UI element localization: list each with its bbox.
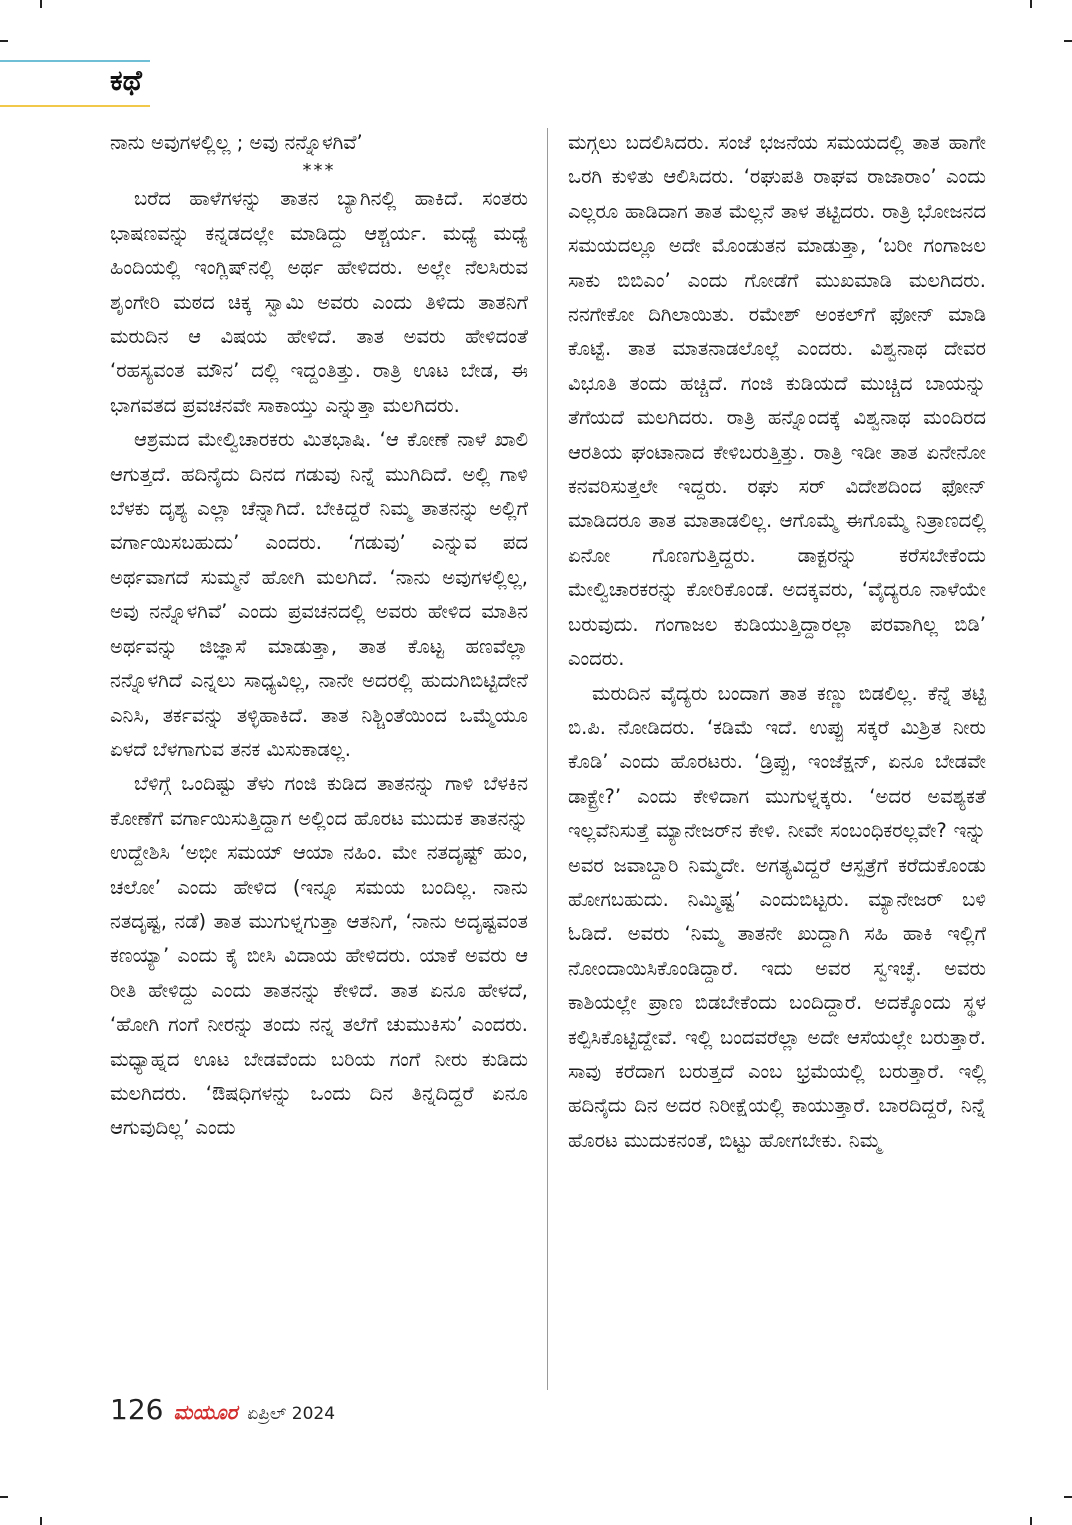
paragraph: ನಾನು ಅವುಗಳಲ್ಲಿಲ್ಲ ; ಅವು ನನ್ನೊಳಗಿವೆ’ — [110, 131, 363, 154]
column-divider — [547, 128, 548, 1390]
crop-mark — [40, 1517, 42, 1525]
header-rule-blue — [0, 60, 150, 62]
crop-mark — [0, 1496, 8, 1498]
paragraph: ಮಗ್ಗಲು ಬದಲಿಸಿದರು. ಸಂಜೆ ಭಜನೆಯ ಸಮಯದಲ್ಲಿ ತಾತ ಹಾಗೇ ಒರಗಿ ಕುಳಿತು ಆಲಿಸಿದರು. ‘ರಘುಪತಿ ರಾಘವ ರಾಜಾರಾಂ’ ಎಂದು ಎಲ್ಲರೂ ಹಾಡಿದಾಗ ತಾತ ಮೆಲ್ಲನೆ ತಾಳ ತಟ್ಟಿದರು. ರಾತ್ರಿ ಭೋಜನದ ಸಮಯದಲ್ಲೂ ಅದೇ ಮೊಂಡುತನ ಮಾಡುತ್ತಾ, ‘ಬರೀ ಗಂಗಾಜಲ ಸಾಕು ಬಿಬಿಎಂ’ ಎಂದು ಗೋಡೆಗೆ ಮುಖಮಾಡಿ ಮಲಗಿದರು. ನನಗೇಕೋ ದಿಗಿಲಾಯಿತು. ರಮೇಶ್ ಅಂಕಲ್‌ಗೆ ಫೋನ್ ಮಾಡಿ ಕೊಟ್ಟೆ. ತಾತ ಮಾತನಾಡಲೊಲ್ಲೆ ಎಂದರು. ವಿಶ್ವನಾಥ ದೇವರ ವಿಭೂತಿ ತಂದು ಹಚ್ಚಿದೆ. ಗಂಜಿ ಕುಡಿಯದೆ ಮುಚ್ಚಿದ ಬಾಯನ್ನು ತೆಗೆಯದೆ ಮಲಗಿದರು. ರಾತ್ರಿ ಹನ್ನೊಂದಕ್ಕೆ ವಿಶ್ವನಾಥ ಮಂದಿರದ ಆರತಿಯ ಘಂಟಾನಾದ ಕೇಳಿಬರುತ್ತಿತ್ತು. ರಾತ್ರಿ ಇಡೀ ತಾತ ಏನೇನೋ ಕನವರಿಸುತ್ತಲೇ ಇದ್ದರು. ರಘು ಸರ್ ವಿದೇಶದಿಂದ ಫೋನ್ ಮಾಡಿದರೂ ತಾತ ಮಾತಾಡಲಿಲ್ಲ. ಆಗೊಮ್ಮೆ ಈಗೊಮ್ಮೆ ನಿತ್ರಾಣದಲ್ಲಿ ಏನೋ ಗೊಣಗುತ್ತಿದ್ದರು. ಡಾಕ್ಟರನ್ನು ಕರೆಸಬೇಕೆಂದು ಮೇಲ್ವಿಚಾರಕರನ್ನು ಕೋರಿಕೊಂಡೆ. ಅದಕ್ಕವರು, ‘ವೈದ್ಯರೂ ನಾಳೆಯೇ ಬರುವುದು. ಗಂಗಾಜಲ ಕುಡಿಯುತ್ತಿದ್ದಾರಲ್ಲಾ ಪರವಾಗಿಲ್ಲ ಬಿಡಿ’ ಎಂದರು. — [568, 131, 986, 671]
crop-mark — [40, 0, 42, 8]
crop-mark — [1030, 0, 1032, 8]
section-break: *** — [302, 160, 336, 182]
page-footer — [110, 1393, 335, 1429]
crop-mark — [1030, 1517, 1032, 1525]
crop-mark — [1064, 40, 1072, 42]
paragraph: ಆಶ್ರಮದ ಮೇಲ್ವಿಚಾರಕರು ಮಿತಭಾಷಿ. ‘ಆ ಕೋಣೆ ನಾಳೆ ಖಾಲಿ ಆಗುತ್ತದೆ. ಹದಿನೈದು ದಿನದ ಗಡುವು ನಿನ್ನೆ ಮುಗಿದಿದೆ. ಅಲ್ಲಿ ಗಾಳಿ ಬೆಳಕು ದೃಶ್ಯ ಎಲ್ಲಾ ಚೆನ್ನಾಗಿದೆ. ಬೇಕಿದ್ದರೆ ನಿಮ್ಮ ತಾತನನ್ನು ಅಲ್ಲಿಗೆ ವರ್ಗಾಯಿಸಬಹುದು’ ಎಂದರು. ‘ಗಡುವು’ ಎನ್ನುವ ಪದ ಅರ್ಥವಾಗದೆ ಸುಮ್ಮನೆ ಹೋಗಿ ಮಲಗಿದೆ. ‘ನಾನು ಅವುಗಳಲ್ಲಿಲ್ಲ, ಅವು ನನ್ನೊಳಗಿವೆ’ ಎಂದು ಪ್ರವಚನದಲ್ಲಿ ಅವರು ಹೇಳಿದ ಮಾತಿನ ಅರ್ಥವನ್ನು ಜಿಜ್ಞಾಸೆ ಮಾಡುತ್ತಾ, ತಾತ ಕೊಟ್ಟ ಹಣವೆಲ್ಲಾ ನನ್ನೊಳಗಿದೆ ಎನ್ನಲು ಸಾಧ್ಯವಿಲ್ಲ, ನಾನೇ ಅದರಲ್ಲಿ ಹುದುಗಿಬಿಟ್ಟಿದೇನೆ ಎನಿಸಿ, ತರ್ಕವನ್ನು ತಳ್ಳಿಹಾಕಿದೆ. ತಾತ ನಿಶ್ಚಿಂತೆಯಿಂದ ಒಮ್ಮೆಯೂ ಏಳದೆ ಬೆಳಗಾಗುವ ತನಕ ಮಿಸುಕಾಡಲ್ಲ. — [110, 428, 528, 761]
right-column — [568, 126, 986, 1388]
paragraph: ಬರೆದ ಹಾಳೆಗಳನ್ನು ತಾತನ ಬ್ಯಾಗಿನಲ್ಲಿ ಹಾಕಿದೆ. ಸಂತರು ಭಾಷಣವನ್ನು ಕನ್ನಡದಲ್ಲೇ ಮಾಡಿದ್ದು ಆಶ್ಚರ್ಯ. ಮಧ್ಯೆ ಮಧ್ಯೆ ಹಿಂದಿಯಲ್ಲಿ ಇಂಗ್ಲಿಷ್‌ನಲ್ಲಿ ಅರ್ಥ ಹೇಳಿದರು. ಅಲ್ಲೇ ನೆಲಸಿರುವ ಶೃಂಗೇರಿ ಮಠದ ಚಿಕ್ಕ ಸ್ವಾಮಿ ಅವರು ಎಂದು ತಿಳಿದು ತಾತನಿಗೆ ಮರುದಿನ ಆ ವಿಷಯ ಹೇಳಿದೆ. ತಾತ ಅವರು ಹೇಳಿದಂತೆ ‘ರಹಸ್ಯವಂತ ಮೌನ’ ದಲ್ಲಿ ಇದ್ದಂತಿತ್ತು. ರಾತ್ರಿ ಊಟ ಬೇಡ, ಈ ಭಾಗವತದ ಪ್ರವಚನವೇ ಸಾಕಾಯ್ತು ಎನ್ನುತ್ತಾ ಮಲಗಿದರು. — [110, 187, 528, 417]
paragraph: ಬೆಳಿಗ್ಗೆ ಒಂದಿಷ್ಟು ತೆಳು ಗಂಜಿ ಕುಡಿದ ತಾತನನ್ನು ಗಾಳಿ ಬೆಳಕಿನ ಕೋಣೆಗೆ ವರ್ಗಾಯಿಸುತ್ತಿದ್ದಾಗ ಅಲ್ಲಿಂದ ಹೊರಟ ಮುದುಕ ತಾತನನ್ನು ಉದ್ದೇಶಿಸಿ ‘ಅಭೀ ಸಮಯ್ ಆಯಾ ನಹಿಂ. ಮೇ ನತದೃಷ್ಟ್ ಹುಂ, ಚಲೋ’ ಎಂದು ಹೇಳಿದ (ಇನ್ನೂ ಸಮಯ ಬಂದಿಲ್ಲ. ನಾನು ನತದೃಷ್ಟ, ನಡೆ) ತಾತ ಮುಗುಳ್ನಗುತ್ತಾ ಆತನಿಗೆ, ‘ನಾನು ಅದೃಷ್ಟವಂತ ಕಣಯ್ಯಾ’ ಎಂದು ಕೈ ಬೀಸಿ ವಿದಾಯ ಹೇಳಿದರು. ಯಾಕೆ ಅವರು ಆ ರೀತಿ ಹೇಳಿದ್ದು ಎಂದು ತಾತನನ್ನು ಕೇಳಿದೆ. ತಾತ ಏನೂ ಹೇಳದೆ, ‘ಹೋಗಿ ಗಂಗೆ ನೀರನ್ನು ತಂದು ನನ್ನ ತಲೆಗೆ ಚುಮುಕಿಸು’ ಎಂದರು. ಮಧ್ಯಾಹ್ನದ ಊಟ ಬೇಡವೆಂದು ಬರಿಯ ಗಂಗೆ ನೀರು ಕುಡಿದು ಮಲಗಿದರು. ‘ಔಷಧಿಗಳನ್ನು ಒಂದು ದಿನ ತಿನ್ನದಿದ್ದರೆ ಏನೂ ಆಗುವುದಿಲ್ಲ’ ಎಂದು — [110, 772, 528, 1140]
magazine-logo: ಮಯೂರ — [173, 1400, 238, 1424]
issue-date: ಏಪ್ರಿಲ್ 2024 — [247, 1404, 336, 1424]
paragraph: ಮರುದಿನ ವೈದ್ಯರು ಬಂದಾಗ ತಾತ ಕಣ್ಣು ಬಿಡಲಿಲ್ಲ. ಕೆನ್ನೆ ತಟ್ಟಿ ಬಿ.ಪಿ. ನೋಡಿದರು. ‘ಕಡಿಮೆ ಇದೆ. ಉಪ್ಪು ಸಕ್ಕರೆ ಮಿಶ್ರಿತ ನೀರು ಕೊಡಿ’ ಎಂದು ಹೊರಟರು. ‘ಡ್ರಿಪ್ಪು, ಇಂಜೆಕ್ಷನ್, ಏನೂ ಬೇಡವೇ ಡಾಕ್ಟ್ರೇ?’ ಎಂದು ಕೇಳಿದಾಗ ಮುಗುಳ್ನಕ್ಕರು. ‘ಅದರ ಅವಶ್ಯಕತೆ ಇಲ್ಲವೆನಿಸುತ್ತೆ ಮ್ಯಾನೇಜರ್‌ನ ಕೇಳಿ. ನೀವೇ ಸಂಬಂಧಿಕರಲ್ಲವೇ? ಇನ್ನು ಅವರ ಜವಾಬ್ದಾರಿ ನಿಮ್ಮದೇ. ಅಗತ್ಯವಿದ್ದರೆ ಆಸ್ಪತ್ರೆಗೆ ಕರೆದುಕೊಂಡು ಹೋಗಬಹುದು. ನಿಮ್ಮಿಷ್ಟ’ ಎಂದುಬಿಟ್ಟರು. ಮ್ಯಾನೇಜರ್ ಬಳಿ ಓಡಿದೆ. ಅವರು ‘ನಿಮ್ಮ ತಾತನೇ ಖುದ್ದಾಗಿ ಸಹಿ ಹಾಕಿ ಇಲ್ಲಿಗೆ ನೋಂದಾಯಿಸಿಕೊಂಡಿದ್ದಾರೆ. ಇದು ಅವರ ಸ್ವಇಚ್ಛೆ. ಅವರು ಕಾಶಿಯಲ್ಲೇ ಪ್ರಾಣ ಬಿಡಬೇಕೆಂದು ಬಂದಿದ್ದಾರೆ. ಅದಕ್ಕೊಂದು ಸ್ಥಳ ಕಲ್ಪಿಸಿಕೊಟ್ಟಿದ್ದೇವೆ. ಇಲ್ಲಿ ಬಂದವರೆಲ್ಲಾ ಅದೇ ಆಸೆಯಲ್ಲೇ ಬರುತ್ತಾರೆ. ಸಾವು ಕರೆದಾಗ ಬರುತ್ತದೆ ಎಂಬ ಭ್ರಮೆಯಲ್ಲಿ ಬರುತ್ತಾರೆ. ಇಲ್ಲಿ ಹದಿನೈದು ದಿನ ಅದರ ನಿರೀಕ್ಷೆಯಲ್ಲಿ ಕಾಯುತ್ತಾರೆ. ಬಾರದಿದ್ದರೆ, ನಿನ್ನೆ ಹೊರಟ ಮುದುಕನಂತೆ, ಬಿಟ್ಟು ಹೋಗಬೇಕು. ನಿಮ್ಮ — [568, 681, 986, 1152]
crop-mark — [1064, 1496, 1072, 1498]
crop-mark — [0, 40, 8, 42]
left-column — [110, 126, 528, 1388]
page-number: 126 — [110, 1393, 164, 1426]
section-title: ಕಥೆ — [110, 64, 142, 97]
header-rule-yellow — [0, 105, 150, 107]
